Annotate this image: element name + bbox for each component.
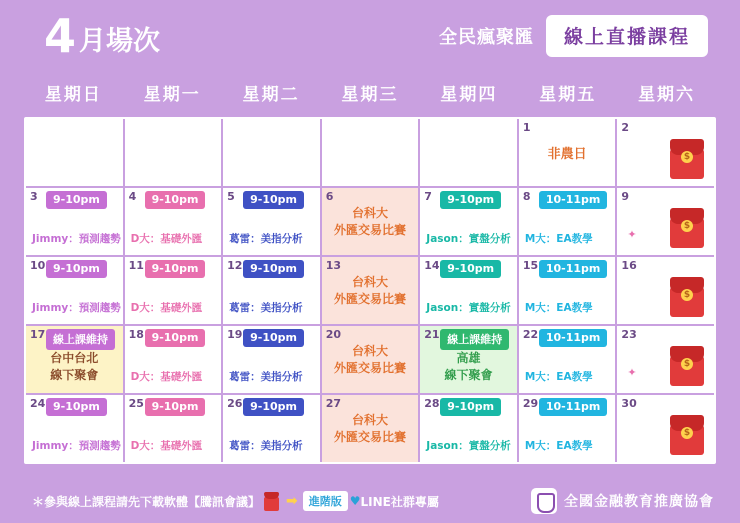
- day-number: 29: [522, 397, 539, 410]
- day-number: 1: [522, 121, 531, 134]
- red-envelope-icon: $: [670, 208, 704, 248]
- event-description: M大：EA教學: [524, 440, 593, 452]
- event-description: D大：基礎外匯: [130, 233, 203, 245]
- weekday-sun: 星期日: [44, 85, 102, 105]
- calendar-cell-day-9: [617, 188, 714, 255]
- time-badge: 9-10pm: [440, 260, 501, 278]
- event-description: Jimmy：預測趨勢: [32, 302, 121, 314]
- red-envelope-icon: $: [670, 346, 704, 386]
- time-badge: 9-10pm: [145, 398, 206, 416]
- event-description: D大：基礎外匯: [130, 371, 203, 383]
- month-label: 月場次: [79, 26, 161, 57]
- calendar-cell-day-22: [519, 326, 616, 393]
- footer-note-text: ＊參與線上課程請先下載軟體【騰訊會議】: [32, 494, 261, 509]
- time-badge: 9-10pm: [243, 329, 304, 347]
- heart-icon: ♥: [349, 494, 361, 508]
- day-number: 18: [128, 328, 144, 341]
- weekday-header-row: [24, 76, 716, 111]
- day-number: 12: [227, 259, 243, 272]
- day-number: 26: [227, 397, 243, 410]
- event-label-multiline: 高雄 線下聚會: [444, 351, 493, 382]
- calendar-cell-day-17: [26, 326, 123, 393]
- calendar-cell-day-5: [223, 188, 320, 255]
- calendar-cell-day-2: [617, 119, 714, 186]
- footer-note: [32, 491, 439, 511]
- day-number: 11: [128, 259, 144, 272]
- time-badge: 線上課維持: [46, 329, 115, 350]
- calendar-cell-day-19: [223, 326, 320, 393]
- calendar-cell-day-29: [519, 395, 616, 462]
- calendar-cell-day-7: [420, 188, 517, 255]
- day-number: 7: [424, 190, 432, 203]
- day-number: 14: [424, 259, 440, 272]
- month-number: 4: [44, 9, 76, 63]
- calendar-cell-day-23: [617, 326, 714, 393]
- event-description: D大：基礎外匯: [130, 440, 203, 452]
- time-badge: 9-10pm: [243, 260, 304, 278]
- red-envelope-icon: $: [670, 415, 704, 455]
- day-number: 13: [325, 259, 342, 272]
- calendar-cell-empty: [26, 119, 123, 186]
- calendar-cell-day-28: [420, 395, 517, 462]
- association: [531, 488, 714, 514]
- day-number: 5: [227, 190, 235, 203]
- calendar-cell-day-15: [519, 257, 616, 324]
- day-number: 19: [227, 328, 243, 341]
- day-number: 9: [621, 190, 630, 203]
- event-description: M大：EA教學: [524, 371, 593, 383]
- time-badge: 9-10pm: [145, 329, 206, 347]
- calendar-cell-day-25: [125, 395, 222, 462]
- day-number: 23: [621, 328, 637, 341]
- calendar-cell-empty: [223, 119, 320, 186]
- event-description: D大：基礎外匯: [130, 302, 203, 314]
- day-number: 27: [325, 397, 342, 410]
- arrow-right-icon: ➡: [286, 493, 298, 509]
- day-number: 15: [522, 259, 539, 272]
- event-description: 葛雷：美指分析: [229, 440, 303, 452]
- red-envelope-icon: [264, 492, 279, 511]
- calendar-cell-day-20: [322, 326, 419, 393]
- association-name: 全國金融教育推廣協會: [564, 494, 714, 510]
- calendar-cell-day-11: [125, 257, 222, 324]
- weekday-sat: 星期六: [638, 85, 696, 105]
- weekday-fri: 星期五: [539, 85, 597, 105]
- time-badge: 10-11pm: [539, 329, 608, 347]
- header-right: [439, 17, 706, 55]
- weekday-wed: 星期三: [341, 85, 399, 105]
- event-label: 非農日: [547, 147, 587, 162]
- calendar-cell-empty: [420, 119, 517, 186]
- weekday-tue: 星期二: [242, 85, 300, 105]
- time-badge: 9-10pm: [440, 191, 501, 209]
- calendar-cell-day-6: [322, 188, 419, 255]
- calendar: [24, 76, 716, 464]
- event-label-multiline: 台科大 外匯交易比賽: [333, 344, 406, 375]
- event-description: Jimmy：預測趨勢: [32, 233, 121, 245]
- day-number: 30: [621, 397, 637, 410]
- event-description: 葛雷：美指分析: [229, 233, 303, 245]
- calendar-cell-day-27: [322, 395, 419, 462]
- day-number: 16: [621, 259, 637, 272]
- time-badge: 9-10pm: [243, 398, 304, 416]
- day-number: 2: [621, 121, 630, 134]
- time-badge: 9-10pm: [46, 191, 107, 209]
- day-number: 4: [128, 190, 137, 203]
- red-envelope-icon: $: [670, 139, 704, 179]
- event-label-multiline: 台科大 外匯交易比賽: [333, 275, 406, 306]
- time-badge: 10-11pm: [539, 260, 608, 278]
- time-badge: 9-10pm: [46, 398, 107, 416]
- event-description: Jason：實盤分析: [426, 302, 511, 314]
- day-number: 10: [30, 259, 46, 272]
- calendar-cell-day-21: [420, 326, 517, 393]
- event-description: M大：EA教學: [524, 233, 593, 245]
- event-label-multiline: 台中台北 線下聚會: [50, 351, 99, 382]
- event-description: M大：EA教學: [524, 302, 593, 314]
- day-number: 21: [424, 328, 440, 341]
- ribbon-banner: [548, 17, 706, 55]
- event-description: 葛雷：美指分析: [229, 371, 303, 383]
- day-number: 22: [522, 328, 539, 341]
- calendar-cell-empty: [322, 119, 419, 186]
- time-badge: 9-10pm: [440, 398, 501, 416]
- calendar-cell-day-14: [420, 257, 517, 324]
- weekday-mon: 星期一: [143, 85, 201, 105]
- time-badge: 10-11pm: [539, 191, 608, 209]
- day-number: 24: [30, 397, 46, 410]
- calendar-cell-day-10: [26, 257, 123, 324]
- time-badge: 線上課維持: [440, 329, 509, 350]
- sparkle-icon: ✦: [627, 366, 637, 379]
- red-envelope-icon: $: [670, 277, 704, 317]
- calendar-grid: [24, 117, 716, 464]
- event-label-multiline: 台科大 外匯交易比賽: [333, 413, 406, 444]
- calendar-cell-day-8: [519, 188, 616, 255]
- calendar-cell-day-18: [125, 326, 222, 393]
- day-number: 3: [30, 190, 38, 203]
- calendar-cell-day-4: [125, 188, 222, 255]
- association-logo-icon: [531, 488, 557, 514]
- day-number: 8: [522, 190, 531, 203]
- event-description: Jimmy：預測趨勢: [32, 440, 121, 452]
- footer: [0, 479, 740, 523]
- ribbon-label: 線上直播課程: [563, 26, 690, 48]
- weekday-thu: 星期四: [440, 85, 498, 105]
- brand-name: 全民瘋聚匯: [438, 27, 534, 48]
- calendar-cell-day-30: [617, 395, 714, 462]
- day-number: 6: [325, 190, 334, 203]
- calendar-cell-day-1: [519, 119, 616, 186]
- day-number: 20: [325, 328, 342, 341]
- day-number: 17: [30, 328, 46, 341]
- event-label-multiline: 台科大 外匯交易比賽: [333, 206, 406, 237]
- time-badge: 9-10pm: [145, 260, 206, 278]
- time-badge: 10-11pm: [539, 398, 608, 416]
- calendar-cell-day-3: [26, 188, 123, 255]
- calendar-cell-day-16: [617, 257, 714, 324]
- calendar-cell-empty: [125, 119, 222, 186]
- sparkle-icon: ✦: [627, 228, 637, 241]
- calendar-cell-day-13: [322, 257, 419, 324]
- time-badge: 9-10pm: [46, 260, 107, 278]
- calendar-cell-day-24: [26, 395, 123, 462]
- line-group-text: LINE社群專屬: [360, 494, 439, 509]
- month-title: [44, 9, 161, 63]
- calendar-cell-day-12: [223, 257, 320, 324]
- day-number: 28: [424, 397, 440, 410]
- day-number: 25: [128, 397, 144, 410]
- event-description: Jason：實盤分析: [426, 440, 511, 452]
- calendar-cell-day-26: [223, 395, 320, 462]
- time-badge: 9-10pm: [243, 191, 304, 209]
- event-description: 葛雷：美指分析: [229, 302, 303, 314]
- advanced-badge: 進階版: [303, 491, 348, 511]
- event-description: Jason：實盤分析: [426, 233, 511, 245]
- header: [0, 0, 740, 72]
- time-badge: 9-10pm: [145, 191, 206, 209]
